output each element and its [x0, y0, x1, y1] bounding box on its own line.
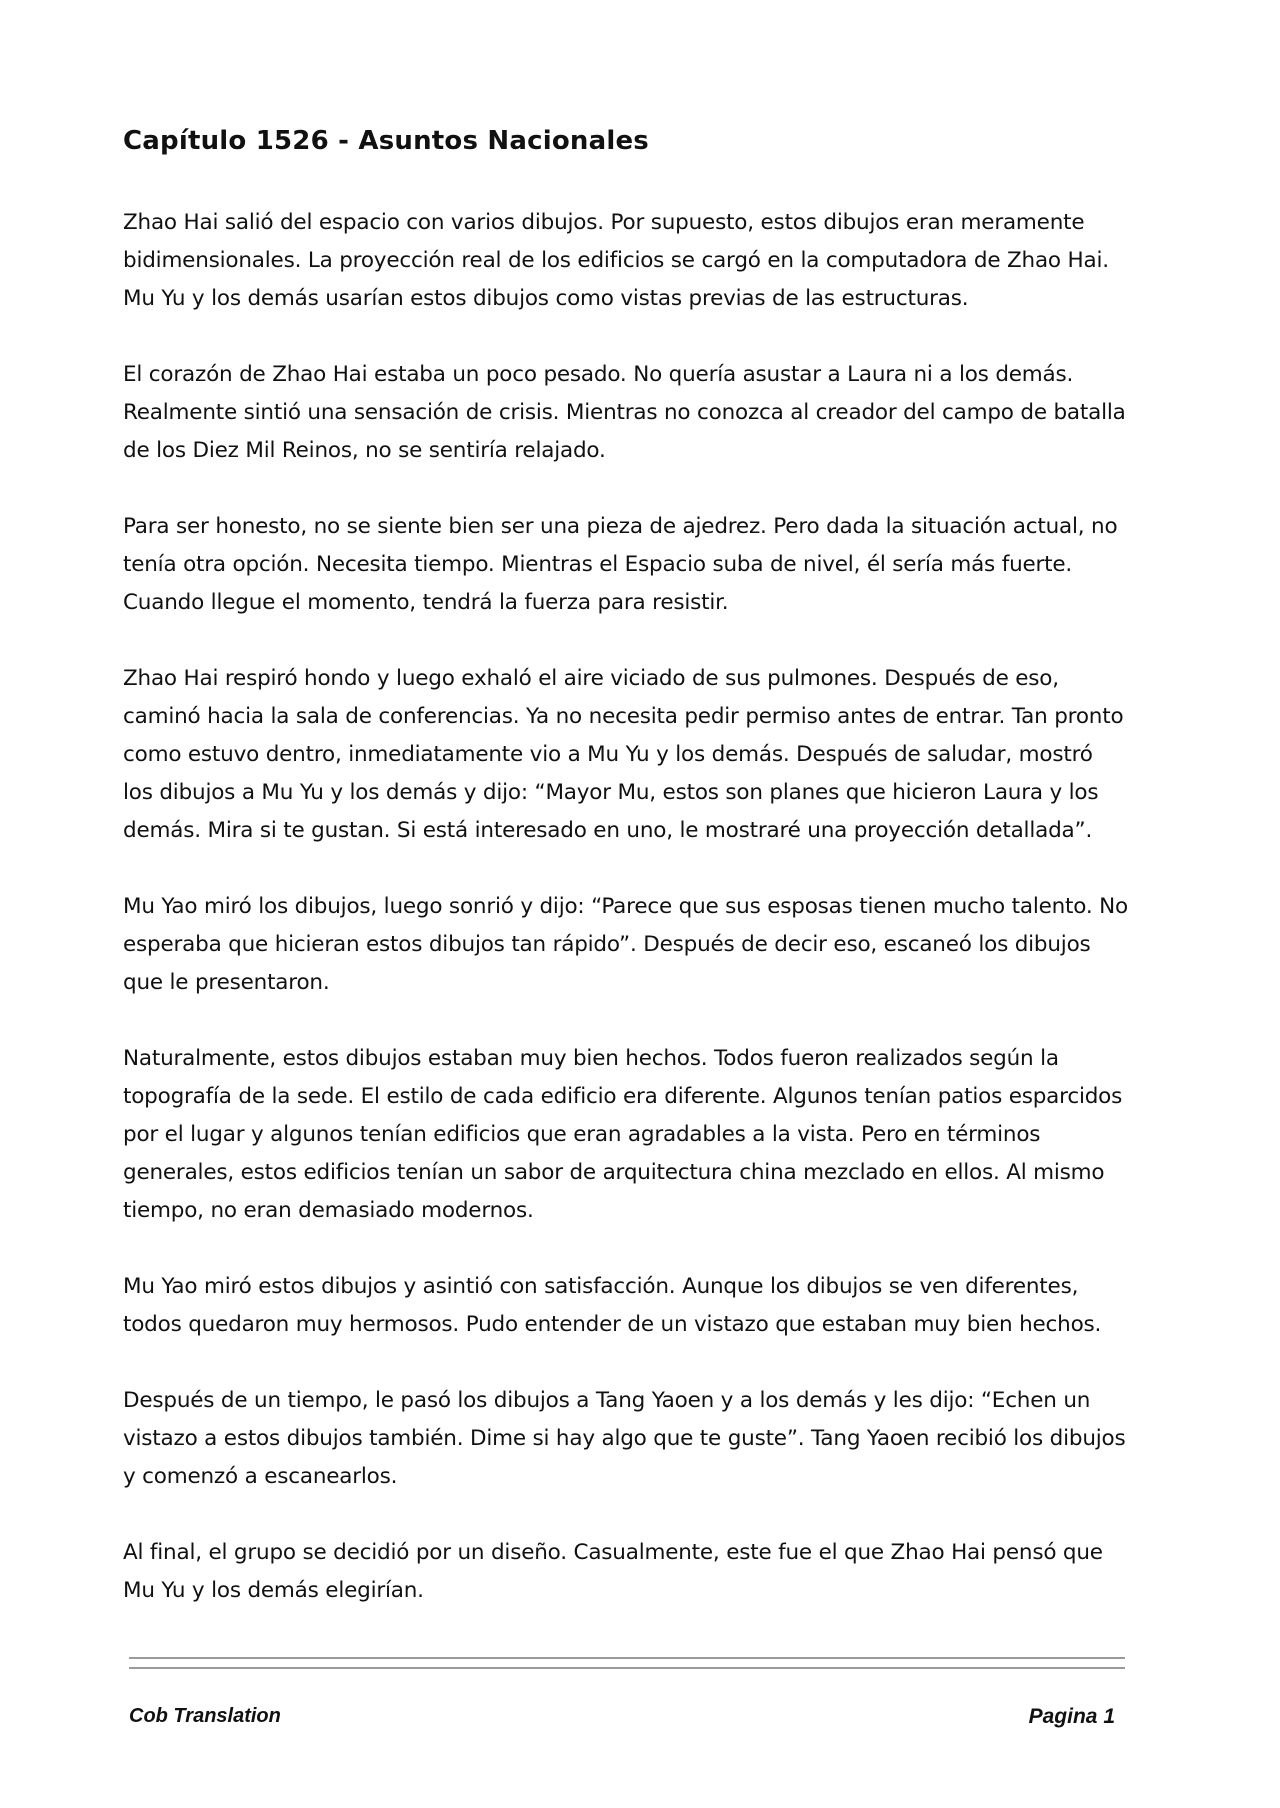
paragraph: Para ser honesto, no se siente bien ser una pieza de ajedrez. Pero dada la situación actual, no tenía otra opción. Necesita tiempo. Mientras el Espacio suba de nivel, él sería más fuerte. Cuando llegue el momento, tendrá la fuerza para resistir.	[123, 514, 1118, 615]
footer-divider-bottom	[129, 1667, 1125, 1669]
footer-divider-top	[129, 1657, 1125, 1659]
footer-publisher: Cob Translation	[129, 1705, 281, 1727]
paragraph: El corazón de Zhao Hai estaba un poco pesado. No quería asustar a Laura ni a los demás. Realmente sintió una sensación de crisis. Mientras no conozca al creador del campo de batalla de los Diez Mil Reinos, no se sentiría relajado.	[123, 362, 1126, 463]
footer-page-number: Pagina 1	[1028, 1705, 1115, 1728]
chapter-body	[123, 204, 1128, 1648]
paragraph: Mu Yao miró estos dibujos y asintió con satisfacción. Aunque los dibujos se ven diferentes, todos quedaron muy hermosos. Pudo entender de un vistazo que estaban muy bien hechos.	[123, 1274, 1102, 1337]
paragraph: Mu Yao miró los dibujos, luego sonrió y dijo: “Parece que sus esposas tienen mucho talento. No esperaba que hicieran estos dibujos tan rápido”. Después de decir eso, escaneó los dibujos que le presentaron.	[123, 894, 1128, 995]
paragraph: Después de un tiempo, le pasó los dibujos a Tang Yaoen y a los demás y les dijo: “Echen un vistazo a estos dibujos también. Dime si hay algo que te guste”. Tang Yaoen recibió los dibujos y comenzó a escanearlos.	[123, 1388, 1126, 1489]
paragraph: Zhao Hai salió del espacio con varios dibujos. Por supuesto, estos dibujos eran meramente bidimensionales. La proyección real de los edificios se cargó en la computadora de Zhao Hai. Mu Yu y los demás usarían estos dibujos como vistas previas de las estructuras.	[123, 210, 1109, 311]
chapter-title: Capítulo 1526 - Asuntos Nacionales	[123, 126, 649, 156]
paragraph: Naturalmente, estos dibujos estaban muy bien hechos. Todos fueron realizados según la topografía de la sede. El estilo de cada edificio era diferente. Algunos tenían patios esparcidos por el lugar y algunos tenían edificios que eran agradables a la vista. Pero en términos generales, estos edificios tenían un sabor de arquitectura china mezclado en ellos. Al mismo tiempo, no eran demasiado modernos.	[123, 1046, 1123, 1223]
paragraph: Zhao Hai respiró hondo y luego exhaló el aire viciado de sus pulmones. Después de eso, caminó hacia la sala de conferencias. Ya no necesita pedir permiso antes de entrar. Tan pronto como estuvo dentro, inmediatamente vio a Mu Yu y los demás. Después de saludar, mostró los dibujos a Mu Yu y los demás y dijo: “Mayor Mu, estos son planes que hicieron Laura y los demás. Mira si te gustan. Si está interesado en uno, le mostraré una proyección detallada”.	[123, 666, 1124, 843]
paragraph: Al final, el grupo se decidió por un diseño. Casualmente, este fue el que Zhao Hai pensó que Mu Yu y los demás elegirían.	[123, 1540, 1103, 1603]
